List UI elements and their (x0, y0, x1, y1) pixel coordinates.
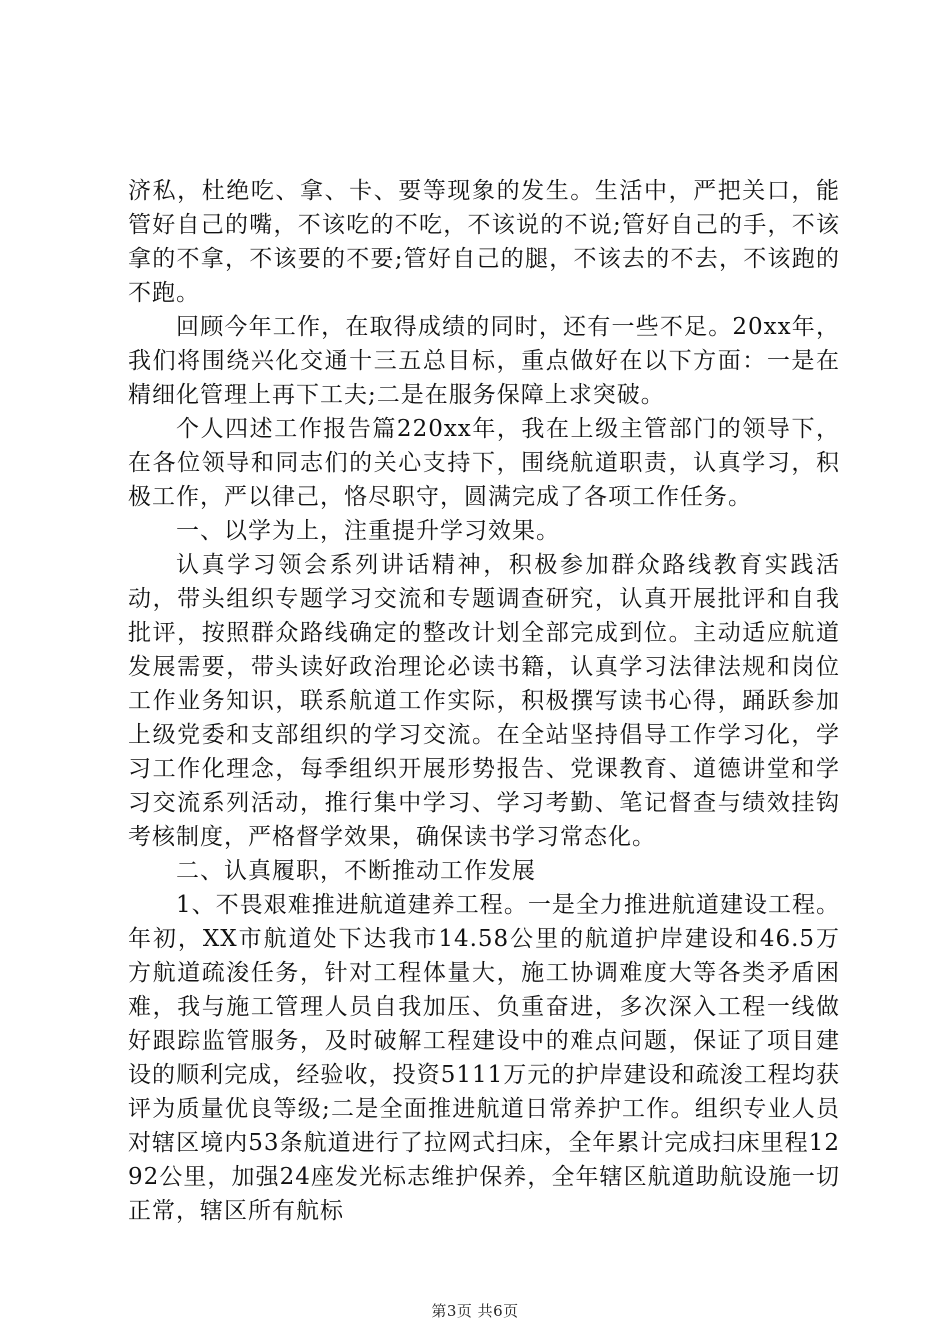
paragraph-5: 1、不畏艰难推进航道建养工程。一是全力推进航道建设工程。年初，XX市航道处下达我市14.58公里的航道护岸建设和46.5万方航道疏浚任务，针对工程体量大，施工协调难度大等各类矛盾困难，我与施工管理人员自我加压、负重奋进，多次深入工程一线做好跟踪监管服务，及时破解工程建设中的难点问题，保证了项目建设的顺利完成，经验收，投资5111万元的护岸建设和疏浚工程均获评为质量优良等级;二是全面推进航道日常养护工作。组织专业人员对辖区境内53条航道进行了拉网式扫床，全年累计完成扫床里程1292公里，加强24座发光标志维护保养，全年辖区航道助航设施一切正常，辖区所有航标 (128, 892, 840, 1224)
paragraph-1: 济私，杜绝吃、拿、卡、要等现象的发生。生活中，严把关口，能管好自己的嘴，不该吃的不吃，不该说的不说;管好自己的手，不该拿的不拿，不该要的不要;管好自己的腿，不该去的不去，不该跑的不跑。 (128, 178, 840, 306)
section-heading-1: 一、以学为上，注重提升学习效果。 (176, 518, 560, 544)
document-body (128, 174, 840, 1228)
paragraph-4: 认真学习领会系列讲话精神，积极参加群众路线教育实践活动，带头组织专题学习交流和专题调查研究，认真开展批评和自我批评，按照群众路线确定的整改计划全部完成到位。主动适应航道发展需要，带头读好政治理论必读书籍，认真学习法律法规和岗位工作业务知识，联系航道工作实际，积极撰写读书心得，踊跃参加上级党委和支部组织的学习交流。在全站坚持倡导工作学习化，学习工作化理念，每季组织开展形势报告、党课教育、道德讲堂和学习交流系列活动，推行集中学习、学习考勤、笔记督查与绩效挂钩考核制度，严格督学效果，确保读书学习常态化。 (128, 552, 840, 850)
paragraph-2: 回顾今年工作，在取得成绩的同时，还有一些不足。20xx年，我们将围绕兴化交通十三五总目标，重点做好在以下方面：一是在精细化管理上再下工夫;二是在服务保障上求突破。 (128, 314, 840, 408)
section-heading-2: 二、认真履职，不断推动工作发展 (176, 858, 536, 884)
paragraph-3: 个人四述工作报告篇220xx年，我在上级主管部门的领导下，在各位领导和同志们的关心支持下，围绕航道职责，认真学习，积极工作，严以律己，恪尽职守，圆满完成了各项工作任务。 (128, 416, 840, 510)
page-number-footer: 第3页 共6页 (431, 1302, 519, 1320)
